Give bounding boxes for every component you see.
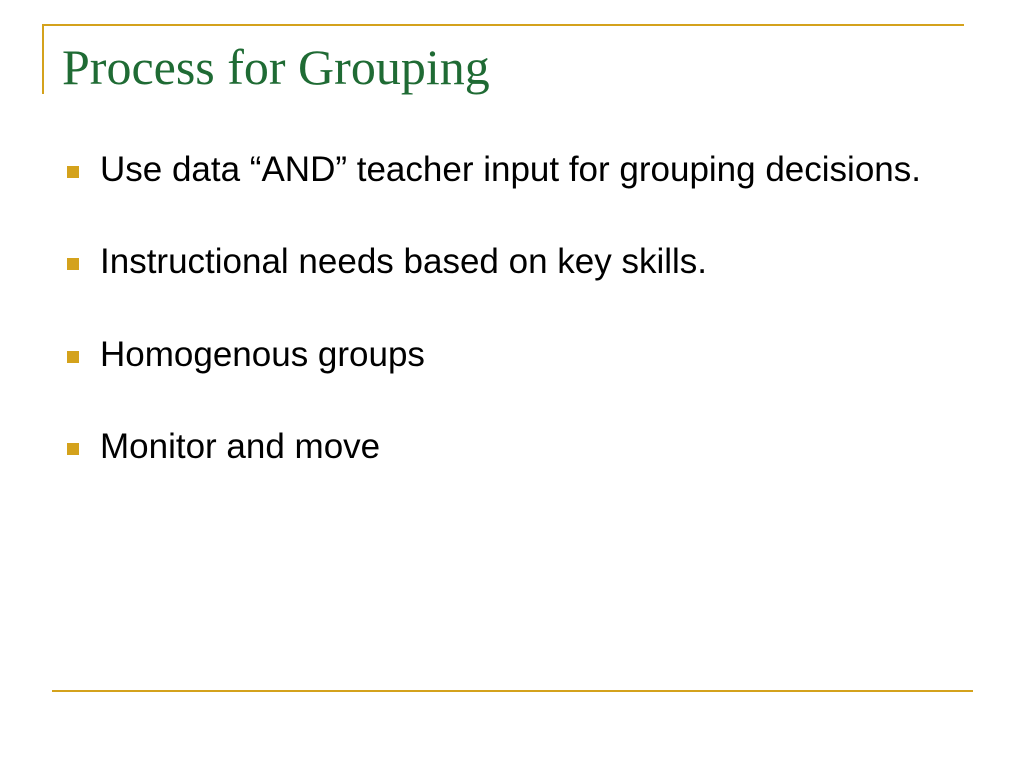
left-rule: [42, 24, 44, 94]
bullet-item: [62, 240, 942, 284]
bullet-item: [62, 148, 942, 192]
bottom-rule: [52, 690, 973, 692]
square-bullet-icon: [67, 351, 79, 363]
top-rule: [42, 24, 964, 26]
bullet-item: [62, 425, 942, 469]
square-bullet-icon: [67, 443, 79, 455]
bullet-text: Homogenous groups: [100, 334, 425, 374]
bullet-item: [62, 333, 942, 377]
bullet-text: Monitor and move: [100, 427, 381, 467]
square-bullet-icon: [67, 258, 79, 270]
bullet-text: Instructional needs based on key skills.: [100, 242, 707, 282]
bullet-list: [62, 148, 942, 518]
square-bullet-icon: [67, 166, 79, 178]
bullet-text: Use data “AND” teacher input for grouping decisions.: [100, 150, 921, 189]
slide-title: Process for Grouping: [62, 39, 490, 95]
